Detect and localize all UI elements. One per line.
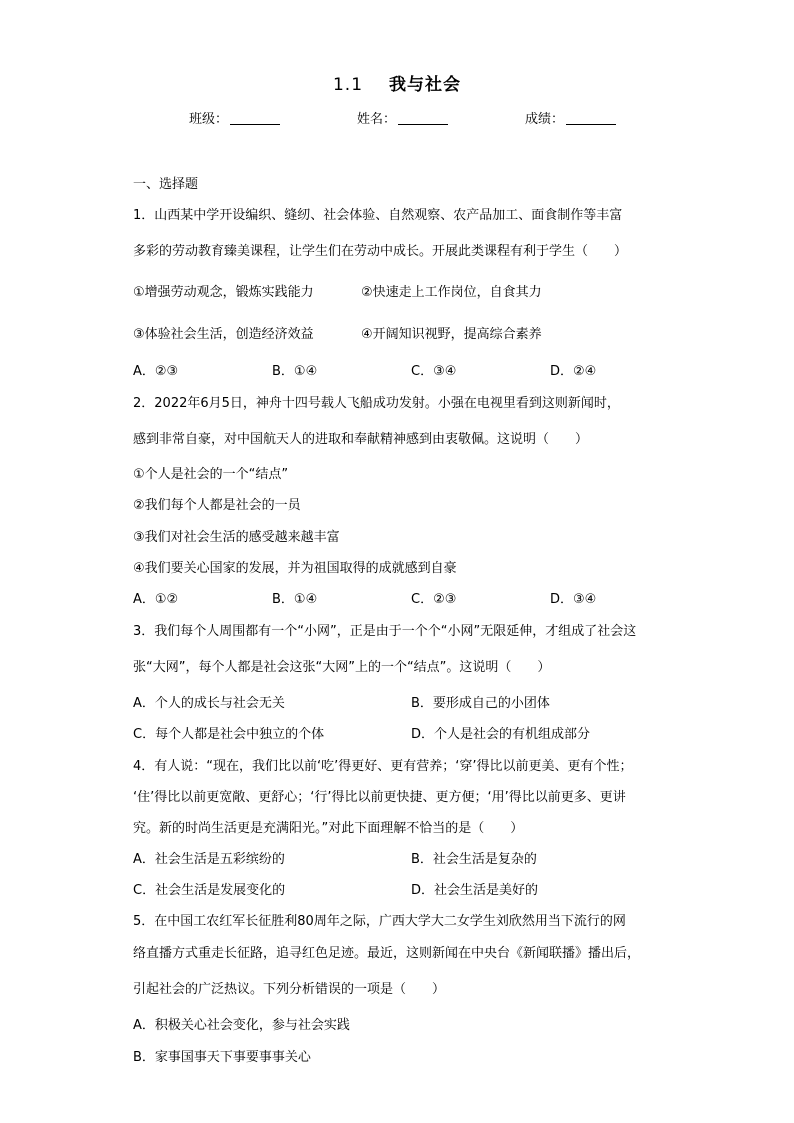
q4-stem-line1: 4．有人说：“现在，我们比以前‘吃’得更好、更有营养；‘穿’得比以前更美、更有个性； (133, 759, 633, 774)
page-title (0, 70, 794, 95)
q5-option-a[interactable]: A．积极关心社会变化，参与社会实践 (133, 1018, 350, 1033)
q4-option-d[interactable]: D．社会生活是美好的 (411, 883, 539, 898)
q3-option-d[interactable]: D．个人是社会的有机组成部分 (411, 727, 591, 742)
q5-stem-line1: 5．在中国工农红军长征胜利80周年之际，广西大学大二女学生刘欣然用当下流行的网 (133, 914, 626, 929)
q2-option-d[interactable]: D．③④ (550, 592, 597, 607)
score-label: 成绩： (525, 112, 565, 127)
q1-option-c[interactable]: C．③④ (411, 364, 457, 379)
q4-option-c[interactable]: C．社会生活是发展变化的 (133, 883, 286, 898)
q1-option-b[interactable]: B．①④ (272, 364, 318, 379)
q4-option-b[interactable]: B．社会生活是复杂的 (411, 852, 537, 867)
score-field (525, 108, 616, 127)
q2-option-c[interactable]: C．②③ (411, 592, 457, 607)
q3-option-a[interactable]: A．个人的成长与社会无关 (133, 696, 285, 711)
q4-option-a[interactable]: A．社会生活是五彩缤纷的 (133, 852, 285, 867)
q2-option-b[interactable]: B．①④ (272, 592, 318, 607)
q2-stem-line2: 感到非常自豪，对中国航天人的进取和奉献精神感到由衷敬佩。这说明（ ） (133, 432, 589, 447)
q1-statement-3: ③体验社会生活，创造经济效益 (133, 327, 314, 342)
q1-option-d[interactable]: D．②④ (550, 364, 597, 379)
q2-statement-3: ③我们对社会生活的感受越来越丰富 (133, 530, 340, 545)
class-blank[interactable] (230, 112, 280, 125)
student-info-row (0, 108, 794, 128)
name-blank[interactable] (398, 112, 448, 125)
q3-stem-line1: 3．我们每个人周围都有一个“小网”，正是由于一个个“小网”无限延伸，才组成了社会这 (133, 624, 637, 639)
q4-stem-line3: 究。新的时尚生活更是充满阳光。”对此下面理解不恰当的是（ ） (133, 821, 524, 836)
q1-statement-4: ④开阔知识视野，提高综合素养 (361, 327, 542, 342)
q5-option-b[interactable]: B．家事国事天下事要事事关心 (133, 1050, 311, 1065)
q1-stem-line1: 1．山西某中学开设编织、缝纫、社会体验、自然观察、农产品加工、面食制作等丰富 (133, 208, 623, 223)
lesson-title: 我与社会 (389, 75, 462, 95)
q3-stem-line2: 张“大网”，每个人都是社会这张“大网”上的一个“结点”。这说明（ ） (133, 660, 551, 675)
q2-statement-4: ④我们要关心国家的发展，并为祖国取得的成就感到自豪 (133, 561, 457, 576)
class-label: 班级： (189, 112, 229, 127)
name-field (357, 108, 448, 127)
q4-stem-line2: ‘住’得比以前更宽敞、更舒心；‘行’得比以前更快捷、更方便；‘用’得比以前更多、更讲 (133, 790, 626, 805)
q3-option-b[interactable]: B．要形成自己的小团体 (411, 696, 550, 711)
q2-statement-1: ①个人是社会的一个“结点” (133, 467, 289, 482)
q5-stem-line2: 络直播方式重走长征路，追寻红色足迹。最近，这则新闻在中央台《新闻联播》播出后， (133, 946, 641, 961)
section-heading: 一、选择题 (133, 177, 199, 192)
score-blank[interactable] (566, 112, 616, 125)
lesson-number: 1.1 (332, 75, 364, 95)
q1-statement-2: ②快速走上工作岗位，自食其力 (361, 285, 542, 300)
name-label: 姓名： (357, 112, 397, 127)
class-field (189, 108, 280, 127)
q5-stem-line3: 引起社会的广泛热议。下列分析错误的一项是（ ） (133, 982, 446, 997)
q1-stem-line2: 多彩的劳动教育臻美课程，让学生们在劳动中成长。开展此类课程有利于学生（ ） (133, 244, 628, 259)
q2-stem-line1: 2．2022年6月5日，神舟十四号载人飞船成功发射。小强在电视里看到这则新闻时， (133, 396, 620, 411)
q2-option-a[interactable]: A．①② (133, 592, 179, 607)
q2-statement-2: ②我们每个人都是社会的一员 (133, 498, 301, 513)
q3-option-c[interactable]: C．每个人都是社会中独立的个体 (133, 727, 325, 742)
q1-option-a[interactable]: A．②③ (133, 364, 179, 379)
q1-statement-1: ①增强劳动观念，锻炼实践能力 (133, 285, 314, 300)
